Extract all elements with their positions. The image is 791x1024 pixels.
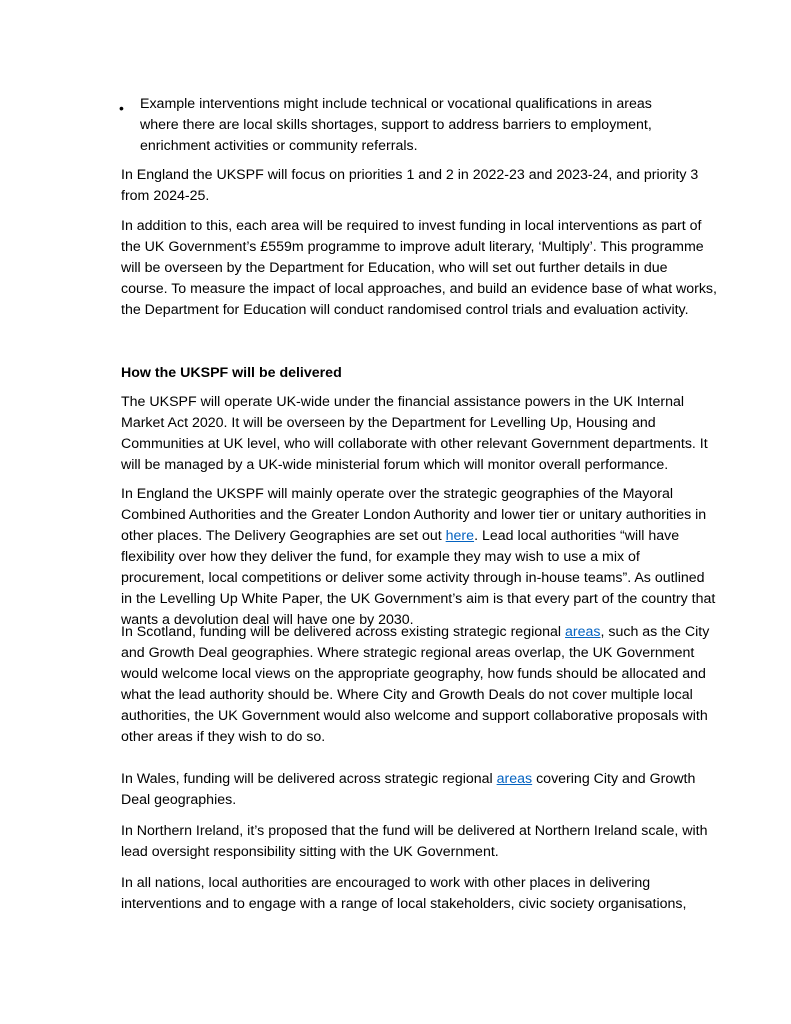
- text-segment: . Lead local authorities “will have: [474, 528, 680, 544]
- paragraph-line: In all nations, local authorities are encouraged to work with other places in delivering: [121, 875, 651, 891]
- paragraph-line: Combined Authorities and the Greater London Authority and lower tier or unitary authorities in: [121, 507, 707, 523]
- text-segment: In Wales, funding will be delivered across strategic regional: [121, 771, 497, 787]
- paragraph-line: the Department for Education will conduct randomised control trials and evaluation activity.: [121, 302, 689, 318]
- paragraph-line: procurement, local competitions or deliver some activity through in-house teams”. As outlined: [121, 570, 705, 586]
- paragraph-line: In addition to this, each area will be required to invest funding in local interventions as part of: [121, 218, 702, 234]
- paragraph-line: Deal geographies.: [121, 792, 237, 808]
- paragraph-line: Market Act 2020. It will be overseen by the Department for Levelling Up, Housing and: [121, 415, 656, 431]
- hyperlink-areas[interactable]: areas: [565, 624, 601, 640]
- paragraph-line: In England the UKSPF will focus on priorities 1 and 2 in 2022-23 and 2023-24, and priority 3: [121, 167, 699, 183]
- paragraph-line: what the lead authority should be. Where City and Growth Deals do not cover multiple local: [121, 687, 693, 703]
- paragraph-line: In England the UKSPF will mainly operate over the strategic geographies of the Mayoral: [121, 486, 674, 502]
- paragraph-line: interventions and to engage with a range of local stakeholders, civic society organisations,: [121, 896, 687, 912]
- bullet-text-line: where there are local skills shortages, support to address barriers to employment,: [140, 117, 652, 133]
- paragraph-line: Communities at UK level, who will collaborate with other relevant Government departments. It: [121, 436, 708, 452]
- paragraph-line: [121, 770, 695, 788]
- paragraph-line: wants a devolution deal will have one by 2030.: [121, 612, 414, 628]
- section-heading: How the UKSPF will be delivered: [121, 365, 342, 381]
- paragraph-line: course. To measure the impact of local approaches, and build an evidence base of what works,: [121, 281, 717, 297]
- paragraph-line: authorities, the UK Government would also welcome and support collaborative proposals with: [121, 708, 708, 724]
- paragraph-line: [121, 623, 709, 641]
- text-segment: covering City and Growth: [532, 771, 696, 787]
- paragraph-line: will be managed by a UK-wide ministerial forum which will monitor overall performance.: [121, 457, 669, 473]
- bullet-icon: •: [119, 100, 124, 116]
- paragraph-line: In Northern Ireland, it’s proposed that the fund will be delivered at Northern Ireland scale, with: [121, 823, 708, 839]
- paragraph-line: The UKSPF will operate UK-wide under the financial assistance powers in the UK Internal: [121, 394, 685, 410]
- paragraph-line: flexibility over how they deliver the fund, for example they may wish to use a mix of: [121, 549, 640, 565]
- paragraph-line: in the Levelling Up White Paper, the UK Government’s aim is that every part of the country that: [121, 591, 716, 607]
- paragraph-line: would welcome local views on the appropriate geography, how funds should be allocated and: [121, 666, 706, 682]
- paragraph-line: other areas if they wish to do so.: [121, 729, 326, 745]
- paragraph-line: [121, 527, 679, 545]
- bullet-text-line: enrichment activities or community referrals.: [140, 138, 418, 154]
- paragraph-line: the UK Government’s £559m programme to improve adult literary, ‘Multiply’. This programme: [121, 239, 704, 255]
- hyperlink-here[interactable]: here: [445, 528, 475, 544]
- paragraph-line: and Growth Deal geographies. Where strategic regional areas overlap, the UK Government: [121, 645, 695, 661]
- bullet-text-line: Example interventions might include technical or vocational qualifications in areas: [140, 96, 652, 112]
- hyperlink-areas[interactable]: areas: [496, 771, 533, 787]
- text-segment: , such as the City: [600, 624, 710, 640]
- text-segment: In Scotland, funding will be delivered across existing strategic regional: [121, 624, 565, 640]
- paragraph-line: from 2024-25.: [121, 188, 210, 204]
- paragraph-line: will be overseen by the Department for Education, who will set out further details in due: [121, 260, 668, 276]
- paragraph-line: lead oversight responsibility sitting with the UK Government.: [121, 844, 499, 860]
- text-segment: other places. The Delivery Geographies are set out: [121, 528, 446, 544]
